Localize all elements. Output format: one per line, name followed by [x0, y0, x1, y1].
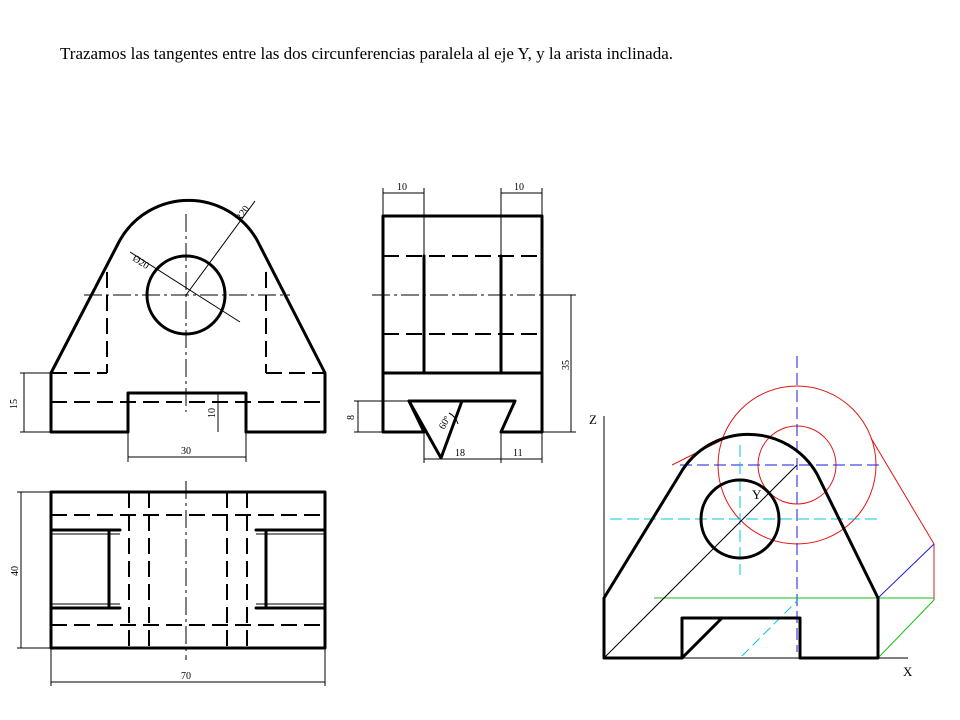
y-axis-label: Y [752, 487, 762, 502]
top-view [10, 481, 325, 686]
diameter-label: Ø20 [130, 253, 151, 272]
dovetail-height-label: 8 [346, 415, 357, 420]
height-35-label: 35 [561, 360, 572, 370]
top-right-label: 10 [514, 182, 524, 193]
red-inclined-edge [871, 438, 934, 544]
radius-label: R20 [233, 203, 253, 224]
angle-label: 60º [437, 414, 454, 432]
z-axis-label: Z [589, 412, 597, 427]
slot-depth-label: 10 [207, 408, 218, 418]
iso-slot-edge [682, 618, 722, 658]
front-view [9, 200, 325, 462]
isometric-view [589, 356, 934, 679]
side-view [346, 182, 576, 463]
front-outline [51, 200, 325, 432]
width-label: 70 [181, 671, 191, 682]
cyan-diagonal [742, 600, 798, 656]
slot-width-label: 30 [181, 446, 191, 457]
caption: Trazamos las tangentes entre las dos circunferencias paralela al eje Y, y la arista inclinada. [60, 44, 674, 63]
bottom-width-label: 18 [455, 448, 465, 459]
green-diagonal [878, 600, 934, 658]
top-left-label: 10 [397, 182, 407, 193]
iso-front-outline [604, 434, 878, 658]
depth-label: 40 [10, 566, 21, 576]
bottom-right-label: 11 [513, 448, 523, 459]
blue-edge [878, 544, 934, 598]
x-axis-label: X [903, 664, 913, 679]
height-15-label: 15 [9, 399, 20, 409]
